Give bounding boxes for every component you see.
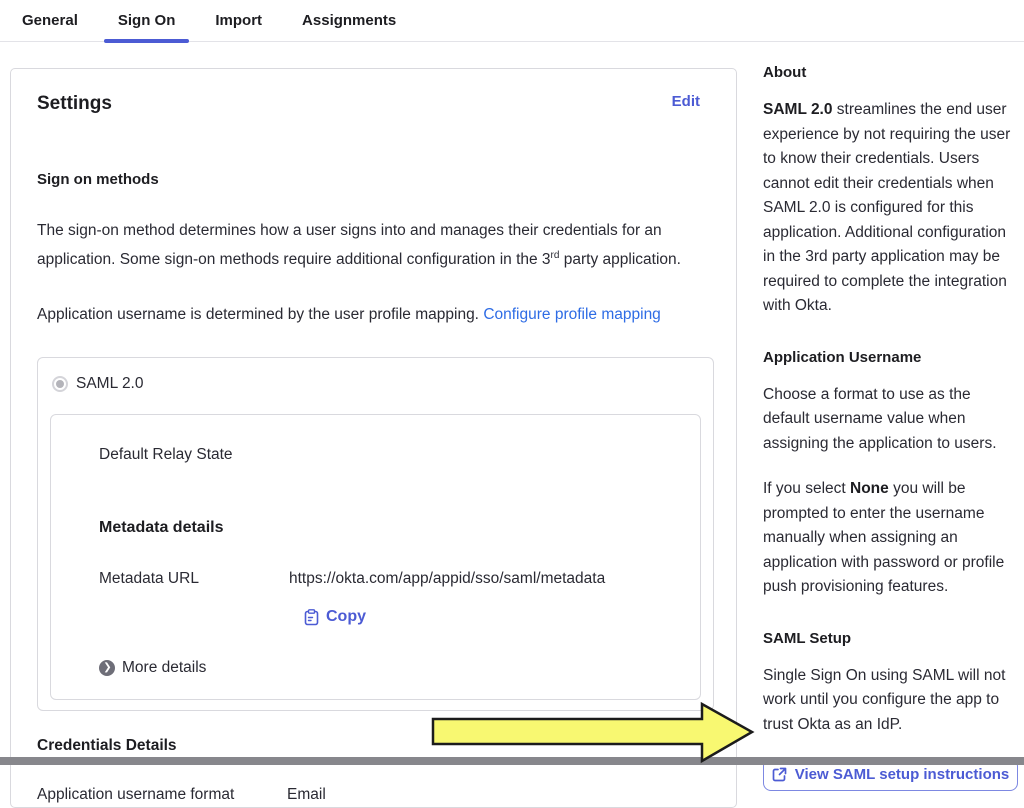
clipboard-icon bbox=[304, 609, 319, 626]
saml-setup-text: Single Sign On using SAML will not work until you configure the app to trust Okta as an IdP. bbox=[763, 666, 1006, 733]
settings-card bbox=[10, 68, 737, 808]
more-details-toggle[interactable] bbox=[99, 659, 206, 677]
description-text: The sign-on method determines how a user signs into and manages their credentials for an application. Some sign-on methods require additional configuration in the 3 bbox=[37, 222, 662, 269]
copy-button[interactable] bbox=[304, 608, 366, 626]
application-username-format-row bbox=[37, 786, 700, 804]
configure-profile-mapping-link[interactable]: Configure profile mapping bbox=[483, 306, 661, 324]
username-format-value: Email bbox=[287, 786, 326, 804]
metadata-details-heading: Metadata details bbox=[99, 519, 224, 537]
tab-general[interactable]: General bbox=[22, 12, 78, 29]
edit-link[interactable]: Edit bbox=[671, 93, 700, 110]
tab-sign-on[interactable]: Sign On bbox=[104, 0, 190, 42]
saml-details-panel bbox=[50, 414, 701, 700]
metadata-url-label: Metadata URL bbox=[99, 570, 199, 588]
sign-on-methods-heading: Sign on methods bbox=[37, 171, 159, 188]
about-text bbox=[763, 98, 1021, 319]
saml-radio-label: SAML 2.0 bbox=[76, 375, 144, 393]
copy-button-label: Copy bbox=[326, 608, 366, 626]
username-format-label: Application username format bbox=[37, 786, 235, 804]
saml-method-panel bbox=[37, 357, 714, 711]
app-tab-bar bbox=[0, 0, 1024, 42]
settings-card-header bbox=[37, 93, 700, 115]
none-note-bold: None bbox=[850, 480, 889, 497]
bottom-edge-strip bbox=[0, 757, 1024, 765]
about-heading: About bbox=[763, 64, 807, 81]
application-username-note bbox=[37, 302, 700, 327]
none-note-after: you will be prompted to enter the username manually when assigning an application with password or profile push provisioning features. bbox=[763, 480, 1005, 595]
more-details-label: More details bbox=[122, 659, 207, 677]
application-username-paragraph-1: Choose a format to use as the default username value when assigning the application to users. bbox=[763, 385, 997, 452]
help-sidebar bbox=[763, 64, 1021, 791]
about-lead-bold: SAML 2.0 bbox=[763, 101, 833, 118]
saml-radio-button[interactable] bbox=[52, 376, 68, 392]
metadata-url-row bbox=[99, 570, 680, 588]
chevron-right-circle-icon: ❯ bbox=[99, 660, 115, 676]
view-saml-setup-instructions-label: View SAML setup instructions bbox=[794, 766, 1010, 783]
page-title: Settings bbox=[37, 93, 112, 114]
default-relay-state-label: Default Relay State bbox=[99, 446, 233, 464]
description-text-end: party application. bbox=[559, 251, 681, 269]
saml-radio-row bbox=[50, 372, 701, 396]
about-body-text: streamlines the end user experience by not requiring the user to know their credentials. Users cannot edit their credentials when SAML 2.0 is configured for this application. Additional configuration in the 3rd party application may be required to complete the integration with Okta. bbox=[763, 101, 1011, 314]
metadata-url-value: https://okta.com/app/appid/sso/saml/metadata bbox=[289, 570, 606, 588]
application-username-paragraph-2 bbox=[763, 477, 1021, 600]
saml-setup-heading: SAML Setup bbox=[763, 629, 852, 647]
none-note-before: If you select bbox=[763, 480, 851, 497]
sign-on-methods-description bbox=[37, 218, 700, 272]
tab-import[interactable]: Import bbox=[215, 12, 263, 29]
description-superscript: rd bbox=[550, 250, 560, 261]
credentials-details-heading: Credentials Details bbox=[37, 737, 177, 755]
application-username-heading: Application Username bbox=[763, 348, 922, 366]
external-link-icon bbox=[772, 767, 787, 782]
username-note-text: Application username is determined by the user profile mapping. bbox=[37, 306, 484, 324]
tab-assignments[interactable]: Assignments bbox=[302, 12, 397, 29]
